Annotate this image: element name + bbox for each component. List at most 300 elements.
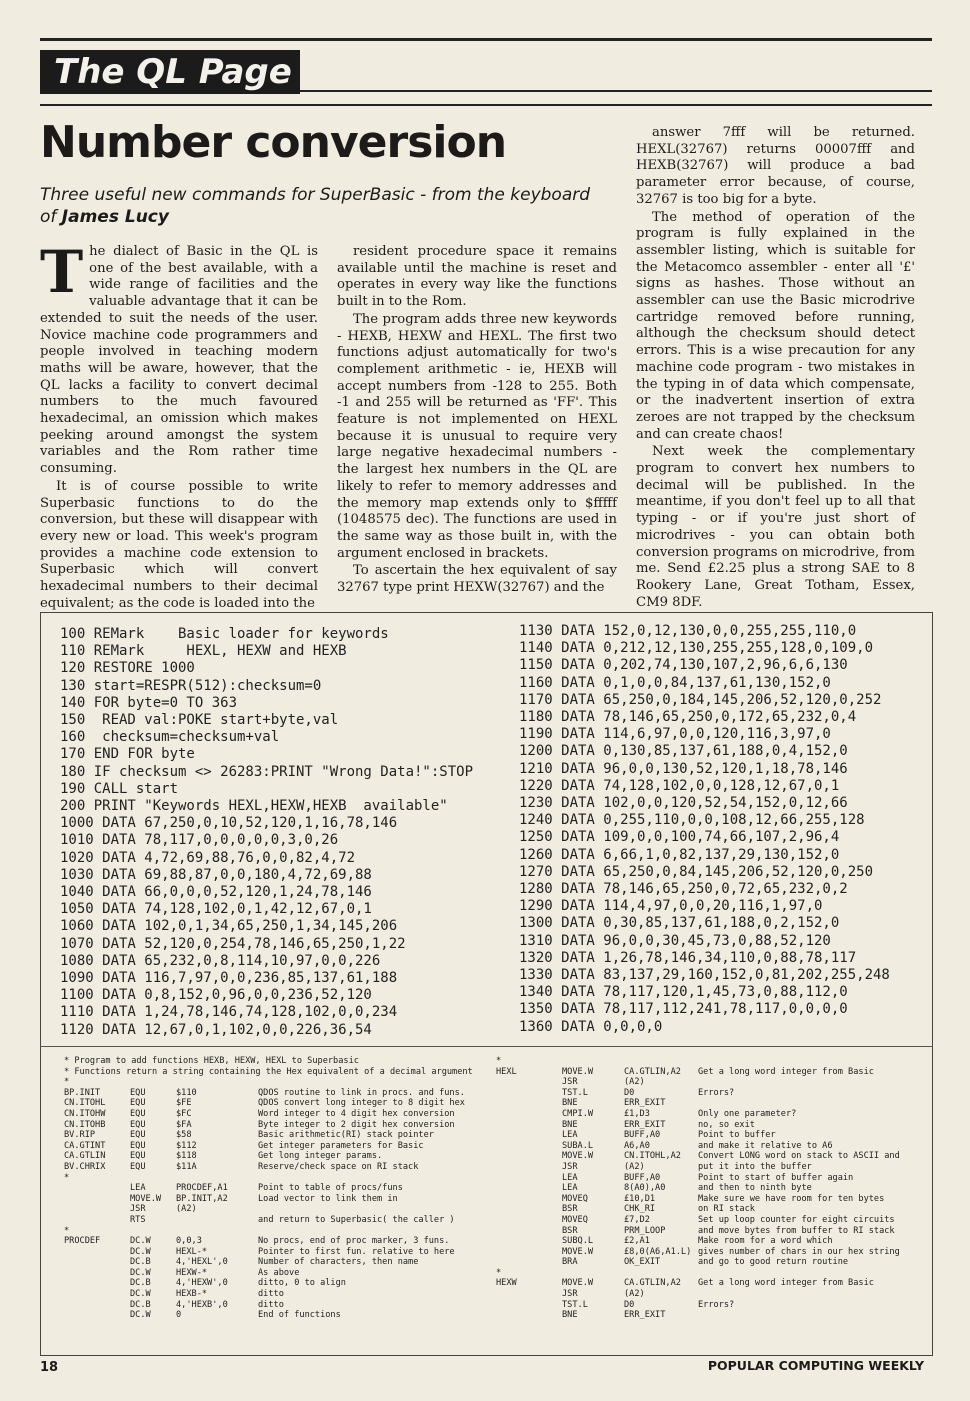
- asm-operand: ERR_EXIT: [624, 1098, 666, 1109]
- asm-operand: OK_EXIT: [624, 1257, 661, 1268]
- asm-opcode: SUBA.L: [562, 1140, 594, 1151]
- asm-line: [496, 1109, 936, 1120]
- asm-comment: Word integer to 4 digit hex conversion: [258, 1108, 455, 1119]
- asm-label: [496, 1300, 562, 1311]
- asm-line: [64, 1226, 514, 1237]
- asm-operand: 4,'HEXW',0: [176, 1278, 228, 1289]
- asm-comment: Set up loop counter for eight circuits: [698, 1214, 895, 1225]
- code-line: 1000 DATA 67,250,0,10,52,120,1,16,78,146: [60, 815, 398, 832]
- asm-opcode: RTS: [130, 1214, 146, 1225]
- asm-label: [496, 1236, 562, 1247]
- asm-operand: BUFF,A0: [624, 1130, 661, 1141]
- asm-opcode: BRA: [562, 1257, 578, 1268]
- asm-comment: Only one parameter?: [698, 1108, 797, 1119]
- asm-label: BV.RIP: [64, 1130, 96, 1141]
- asm-line: [496, 1236, 936, 1247]
- asm-label: CA.GTINT: [64, 1140, 106, 1151]
- code-line: 1120 DATA 12,67,0,1,102,0,0,226,36,54: [60, 1021, 372, 1038]
- code-line: 1170 DATA 65,250,0,184,145,206,52,120,0,252: [519, 691, 882, 708]
- asm-label: [64, 1247, 130, 1258]
- code-line: 1300 DATA 0,30,85,137,61,188,0,2,152,0: [519, 915, 840, 932]
- asm-opcode: MOVE.W: [130, 1193, 162, 1204]
- asm-operand: £8,0(A6,A1.L): [624, 1246, 692, 1257]
- asm-operand: £1,D3: [624, 1108, 650, 1119]
- asm-comment: Number of characters, then name: [258, 1257, 419, 1268]
- asm-label: [496, 1257, 562, 1268]
- asm-operand: BP.INIT,A2: [176, 1193, 228, 1204]
- asm-line: [64, 1204, 514, 1215]
- masthead-rule: [300, 90, 932, 92]
- asm-operand: A6,A0: [624, 1140, 650, 1151]
- asm-label: HEXL: [496, 1066, 517, 1077]
- asm-line: [496, 1247, 936, 1258]
- code-line: 1030 DATA 69,88,87,0,0,180,4,72,69,88: [60, 866, 372, 883]
- code-line: 1180 DATA 78,146,65,250,0,172,65,232,0,4: [519, 709, 857, 726]
- code-line: 180 IF checksum <> 26283:PRINT "Wrong Data!":STOP: [60, 763, 474, 780]
- code-line: 1050 DATA 74,128,102,0,1,42,12,67,0,1: [60, 901, 372, 918]
- article-paragraph: [40, 238, 318, 478]
- article-paragraph: answer 7fff will be returned. HEXL(32767) returns 00007fff and HEXB(32767) will produce a bad parameter error because, of course, 32767 is too big for a byte.: [636, 125, 915, 207]
- article-paragraph: To ascertain the hex equivalent of say 32767 type print HEXW(32767) and the: [337, 563, 617, 596]
- asm-label: [64, 1215, 130, 1226]
- asm-label: [496, 1194, 562, 1205]
- asm-comment: Load vector to link them in: [258, 1193, 398, 1204]
- code-line: 1100 DATA 0,8,152,0,96,0,0,236,52,120: [60, 987, 372, 1004]
- code-line: 140 FOR byte=0 TO 363: [60, 694, 238, 711]
- article-paragraph: It is of course possible to write Superbasic functions to do the conversion, but these will disappear with every new or load. This week's program provides a machine code extension to Superbasic which will convert hexadecimal numbers to their decimal equivalent; as the code is loaded into the: [40, 478, 318, 611]
- asm-line: [496, 1088, 936, 1099]
- asm-line: [496, 1183, 936, 1194]
- asm-label: [496, 1098, 562, 1109]
- code-line: 200 PRINT "Keywords HEXL,HEXW,HEXB available": [60, 798, 448, 815]
- code-line: 170 END FOR byte: [60, 746, 195, 763]
- code-line: 1250 DATA 109,0,0,100,74,66,107,2,96,4: [519, 829, 840, 846]
- asm-opcode: BSR: [562, 1204, 578, 1215]
- standfirst-text: Three useful new commands for SuperBasic - from the keyboard of: [40, 185, 591, 227]
- asm-label: [496, 1183, 562, 1194]
- asm-line: [496, 1300, 936, 1311]
- article-column-3: [636, 125, 915, 612]
- asm-opcode: DC.B: [130, 1257, 151, 1268]
- code-line: 1290 DATA 114,4,97,0,0,20,116,1,97,0: [519, 898, 823, 915]
- asm-label: [496, 1310, 562, 1321]
- asm-opcode: LEA: [562, 1130, 578, 1141]
- asm-comment: [698, 1077, 936, 1088]
- asm-comment: Get long integer params.: [258, 1151, 383, 1162]
- code-line: 100 REMark Basic loader for keywords: [60, 626, 389, 642]
- code-line: 1210 DATA 96,0,0,130,52,120,1,18,78,146: [519, 760, 848, 777]
- asm-opcode: DC.B: [130, 1278, 151, 1289]
- asm-label: [496, 1088, 562, 1099]
- asm-line: [64, 1098, 514, 1109]
- code-line: 1140 DATA 0,212,12,130,255,255,128,0,109,0: [519, 640, 874, 657]
- asm-comment-line: *: [64, 1077, 70, 1088]
- asm-line: [496, 1077, 936, 1088]
- asm-label: [496, 1109, 562, 1120]
- page-number: 18: [40, 1360, 59, 1375]
- asm-label: [64, 1257, 130, 1268]
- asm-comment: As above: [258, 1267, 300, 1278]
- article-paragraph: Next week the complementary program to convert hex numbers to decimal will be published. In the meantime, if you don't feel up to all that typing - or if you're just short of microdrives - you can obtain both conversion programs on microdrive, from me. Send £2.25 plus a strong SAE to 8 Rookery Lane, Great Totham, Essex, CM9 8DF.: [636, 444, 915, 610]
- asm-comment: on RI stack: [698, 1204, 755, 1215]
- asm-operand: (A2): [176, 1204, 197, 1215]
- asm-operand: ERR_EXIT: [624, 1119, 666, 1130]
- article-paragraph: resident procedure space it remains available until the machine is reset and operates in every way like the functions built in to the Rom.: [337, 244, 617, 310]
- code-line: 110 REMark HEXL, HEXW and HEXB: [60, 643, 347, 660]
- code-line: 1060 DATA 102,0,1,34,65,250,1,34,145,206: [60, 918, 398, 935]
- asm-operand: CA.GTLIN,A2: [624, 1278, 681, 1289]
- asm-comment-line: * Functions return a string containing the Hex equivalent of a decimal argument: [64, 1066, 473, 1077]
- asm-line: [64, 1130, 514, 1141]
- asm-label: [496, 1226, 562, 1237]
- asm-label: [64, 1268, 130, 1279]
- asm-label: BP.INIT: [64, 1087, 101, 1098]
- asm-comment: put it into the buffer: [698, 1161, 812, 1172]
- asm-opcode: BNE: [562, 1119, 578, 1130]
- asm-line: [64, 1067, 514, 1078]
- asm-opcode: EQU: [130, 1161, 146, 1172]
- asm-line: [64, 1257, 514, 1268]
- asm-line: [64, 1109, 514, 1120]
- asm-comment: Reserve/check space on RI stack: [258, 1161, 419, 1172]
- asm-line: [64, 1141, 514, 1152]
- asm-operand: CN.ITOHL,A2: [624, 1151, 681, 1162]
- asm-operand: 0: [176, 1310, 182, 1321]
- asm-label: [64, 1300, 130, 1311]
- asm-operand: (A2): [624, 1077, 645, 1088]
- code-line: 1310 DATA 96,0,0,30,45,73,0,88,52,120: [519, 932, 831, 949]
- article-column-1: [40, 238, 318, 613]
- asm-comment: [258, 1204, 512, 1215]
- asm-operand: (A2): [624, 1161, 645, 1172]
- asm-comment-line: *: [64, 1172, 70, 1183]
- asm-comment: [698, 1289, 936, 1300]
- asm-operand: HEXB-*: [176, 1289, 208, 1300]
- asm-opcode: JSR: [130, 1204, 146, 1215]
- asm-opcode: LEA: [562, 1183, 578, 1194]
- asm-opcode: MOVE.W: [562, 1066, 594, 1077]
- asm-comment: gives number of chars in our hex string: [698, 1246, 900, 1257]
- asm-line: [496, 1151, 936, 1162]
- asm-label: PROCDEF: [64, 1236, 101, 1247]
- asm-operand: $118: [176, 1151, 197, 1162]
- magazine-name: POPULAR COMPUTING WEEKLY: [707, 1358, 924, 1373]
- asm-label: [496, 1120, 562, 1131]
- asm-label: [64, 1194, 130, 1205]
- code-line: 1160 DATA 0,1,0,0,84,137,61,130,152,0: [519, 674, 831, 691]
- code-line: 1220 DATA 74,128,102,0,0,128,12,67,0,1: [519, 777, 840, 794]
- asm-opcode: EQU: [130, 1098, 146, 1109]
- code-line: 1070 DATA 52,120,0,254,78,146,65,250,1,22: [60, 935, 406, 952]
- code-line: 1150 DATA 0,202,74,130,107,2,96,6,6,130: [519, 657, 848, 674]
- asm-label: [496, 1173, 562, 1184]
- asm-comment: ditto: [258, 1289, 284, 1300]
- asm-operand: 0,0,3: [176, 1236, 202, 1247]
- code-line: 1190 DATA 114,6,97,0,0,120,116,3,97,0: [519, 726, 831, 743]
- asm-opcode: EQU: [130, 1119, 146, 1130]
- listing-divider: [40, 1046, 933, 1047]
- headline-rule: [40, 104, 932, 106]
- asm-comment-line: *: [496, 1056, 502, 1066]
- asm-opcode: LEA: [130, 1183, 146, 1194]
- asm-line: [496, 1141, 936, 1152]
- asm-comment-line: * Program to add functions HEXB, HEXW, HEXL to Superbasic: [64, 1056, 359, 1066]
- asm-comment: and then to ninth byte: [698, 1183, 812, 1194]
- asm-opcode: MOVEQ: [562, 1193, 588, 1204]
- asm-opcode: DC.W: [130, 1236, 151, 1247]
- asm-comment-line: *: [496, 1267, 502, 1278]
- asm-line: [496, 1257, 936, 1268]
- asm-opcode: BNE: [562, 1098, 578, 1109]
- asm-comment: End of functions: [258, 1310, 341, 1321]
- code-line: 1280 DATA 78,146,65,250,0,72,65,232,0,2: [519, 881, 848, 898]
- code-line: 190 CALL start: [60, 780, 179, 797]
- asm-comment: ditto: [258, 1299, 284, 1310]
- asm-opcode: SUBQ.L: [562, 1236, 594, 1247]
- asm-opcode: TST.L: [562, 1299, 588, 1310]
- asm-label: CN.ITOHL: [64, 1098, 106, 1109]
- assembler-listing-left: [64, 1056, 514, 1321]
- asm-line: [64, 1236, 514, 1247]
- asm-opcode: CMPI.W: [562, 1108, 594, 1119]
- asm-line: [64, 1056, 514, 1067]
- code-line: 120 RESTORE 1000: [60, 660, 195, 677]
- asm-label: HEXW: [496, 1278, 517, 1289]
- asm-opcode: JSR: [562, 1077, 578, 1088]
- asm-line: [496, 1204, 936, 1215]
- asm-comment: Basic arithmetic(RI) stack pointer: [258, 1130, 434, 1141]
- asm-line: [64, 1077, 514, 1088]
- asm-label: [64, 1289, 130, 1300]
- asm-opcode: JSR: [562, 1289, 578, 1300]
- code-line: 1240 DATA 0,255,110,0,0,108,12,66,255,128: [519, 812, 865, 829]
- asm-operand: (A2): [624, 1289, 645, 1300]
- code-line: 1320 DATA 1,26,78,146,34,110,0,88,78,117: [519, 949, 857, 966]
- asm-label: [496, 1077, 562, 1088]
- asm-line: [496, 1173, 936, 1184]
- asm-label: [496, 1289, 562, 1300]
- asm-comment: Make sure we have room for ten bytes: [698, 1193, 885, 1204]
- asm-comment: [698, 1098, 936, 1109]
- asm-operand: PROCDEF,A1: [176, 1183, 228, 1194]
- asm-operand: ERR_EXIT: [624, 1310, 666, 1321]
- asm-comment-line: *: [64, 1225, 70, 1236]
- asm-comment: Get integer parameters for Basic: [258, 1140, 424, 1151]
- asm-operand: $112: [176, 1140, 197, 1151]
- asm-line: [64, 1300, 514, 1311]
- asm-opcode: EQU: [130, 1087, 146, 1098]
- asm-line: [496, 1194, 936, 1205]
- asm-opcode: EQU: [130, 1151, 146, 1162]
- code-line: 1200 DATA 0,130,85,137,61,188,0,4,152,0: [519, 743, 848, 760]
- asm-opcode: JSR: [562, 1161, 578, 1172]
- code-line: 1130 DATA 152,0,12,130,0,0,255,255,110,0: [519, 623, 857, 639]
- asm-comment: and move bytes from buffer to RI stack: [698, 1225, 895, 1236]
- asm-label: [496, 1215, 562, 1226]
- asm-comment: Errors?: [698, 1299, 735, 1310]
- code-line: 160 checksum=checksum+val: [60, 729, 280, 746]
- asm-operand: CA.GTLIN,A2: [624, 1066, 681, 1077]
- asm-comment: Point to buffer: [698, 1130, 776, 1141]
- asm-comment: Make room for a word which: [698, 1236, 833, 1247]
- headline: Number conversion: [40, 117, 507, 168]
- asm-comment: and go to good return routine: [698, 1257, 849, 1268]
- asm-comment: Byte integer to 2 digit hex conversion: [258, 1119, 455, 1130]
- asm-operand: $58: [176, 1130, 192, 1141]
- asm-line: [64, 1162, 514, 1173]
- asm-operand: PRM_LOOP: [624, 1225, 666, 1236]
- asm-opcode: MOVE.W: [562, 1151, 594, 1162]
- asm-opcode: DC.W: [130, 1267, 151, 1278]
- code-line: 1360 DATA 0,0,0,0: [519, 1018, 663, 1035]
- asm-operand: D0: [624, 1299, 635, 1310]
- asm-line: [64, 1088, 514, 1099]
- code-line: 1110 DATA 1,24,78,146,74,128,102,0,0,234: [60, 1004, 398, 1021]
- asm-label: [496, 1162, 562, 1173]
- asm-line: [64, 1194, 514, 1205]
- asm-line: [64, 1120, 514, 1131]
- asm-line: [64, 1183, 514, 1194]
- code-line: 1080 DATA 65,232,0,8,114,10,97,0,0,226: [60, 952, 381, 969]
- asm-label: [64, 1204, 130, 1215]
- drop-cap: T: [40, 238, 84, 306]
- asm-label: CA.GTLIN: [64, 1151, 106, 1162]
- article-column-2: [337, 244, 617, 598]
- asm-comment: No procs, end of proc marker, 3 funs.: [258, 1236, 450, 1247]
- asm-label: [496, 1130, 562, 1141]
- standfirst: [40, 184, 600, 228]
- asm-line: [64, 1289, 514, 1300]
- asm-line: [496, 1162, 936, 1173]
- asm-comment: QDOS routine to link in procs. and funs.: [258, 1087, 465, 1098]
- asm-opcode: BSR: [562, 1225, 578, 1236]
- asm-line: [496, 1289, 936, 1300]
- asm-label: [496, 1151, 562, 1162]
- code-line: 1270 DATA 65,250,0,84,145,206,52,120,0,250: [519, 863, 874, 880]
- asm-opcode: DC.W: [130, 1246, 151, 1257]
- asm-label: CN.ITOHB: [64, 1119, 106, 1130]
- asm-line: [496, 1268, 936, 1279]
- assembler-listing-right: [496, 1056, 936, 1321]
- code-line: 1330 DATA 83,137,29,160,152,0,81,202,255,248: [519, 967, 890, 984]
- author-name: James Lucy: [61, 207, 169, 227]
- asm-line: [496, 1120, 936, 1131]
- asm-operand: CHK_RI: [624, 1204, 656, 1215]
- asm-line: [496, 1098, 936, 1109]
- basic-loader-listing: [60, 626, 473, 1039]
- asm-operand: $11A: [176, 1161, 197, 1172]
- asm-opcode: EQU: [130, 1140, 146, 1151]
- section-masthead: The QL Page: [40, 50, 300, 94]
- asm-operand: 4,'HEXL',0: [176, 1257, 228, 1268]
- code-line: 150 READ val:POKE start+byte,val: [60, 712, 339, 729]
- asm-opcode: BNE: [562, 1310, 578, 1321]
- code-line: 1090 DATA 116,7,97,0,0,236,85,137,61,188: [60, 970, 398, 987]
- code-line: 130 start=RESPR(512):checksum=0: [60, 677, 322, 694]
- asm-operand: £2,A1: [624, 1236, 650, 1247]
- asm-operand: £7,D2: [624, 1214, 650, 1225]
- asm-opcode: DC.B: [130, 1299, 151, 1310]
- asm-operand: 4,'HEXB',0: [176, 1299, 228, 1310]
- asm-comment: and make it relative to A6: [698, 1140, 833, 1151]
- code-line: 1340 DATA 78,117,120,1,45,73,0,88,112,0: [519, 984, 848, 1001]
- code-line: 1350 DATA 78,117,112,241,78,117,0,0,0,0: [519, 1001, 848, 1018]
- asm-operand: $110: [176, 1087, 197, 1098]
- asm-line: [64, 1247, 514, 1258]
- asm-operand: £10,D1: [624, 1193, 656, 1204]
- top-rule: [40, 38, 932, 41]
- asm-opcode: EQU: [130, 1130, 146, 1141]
- asm-operand: HEXW-*: [176, 1267, 208, 1278]
- asm-line: [64, 1215, 514, 1226]
- asm-comment: Point to start of buffer again: [698, 1172, 854, 1183]
- code-line: 1020 DATA 4,72,69,88,76,0,0,82,4,72: [60, 849, 356, 866]
- asm-line: [496, 1067, 936, 1078]
- asm-comment: Pointer to first fun. relative to here: [258, 1246, 455, 1257]
- asm-line: [64, 1173, 514, 1184]
- asm-line: [496, 1215, 936, 1226]
- asm-opcode: LEA: [562, 1172, 578, 1183]
- article-paragraph-text: he dialect of Basic in the QL is one of the best available, with a wide range of facilities and the valuable advantage that it can be extended to suit the needs of the user. Novice machine code programmers and people involved in teaching modern maths will be aware, however, that the QL lacks a facility to convert decimal numbers to the much favoured hexadecimal, an omission which makes peeking around amongst the system variables and the Rom rather time consuming.: [40, 244, 318, 477]
- asm-operand: $FE: [176, 1098, 192, 1109]
- asm-label: [64, 1183, 130, 1194]
- asm-label: CN.ITOHW: [64, 1108, 106, 1119]
- asm-label: [64, 1310, 130, 1321]
- asm-comment: no, so exit: [698, 1119, 755, 1130]
- asm-operand: BUFF,A0: [624, 1172, 661, 1183]
- asm-opcode: DC.W: [130, 1310, 151, 1321]
- asm-opcode: TST.L: [562, 1087, 588, 1098]
- asm-label: [496, 1141, 562, 1152]
- article-paragraph: The program adds three new keywords - HEXB, HEXW and HEXL. The first two functions adjust automatically for two's complement arithmetic - ie, HEXB will accept numbers from -128 to 255. Both -1 and 255 will be returned as 'FF'. This feature is not implemented on HEXL because it is unusual to require very large negative hexadecimal numbers - the largest hex numbers in the QL are likely to refer to memory addresses and the memory map extends only to $fffff (1048575 dec). The functions are used in the same way as those built in, with the argument enclosed in brackets.: [337, 311, 617, 561]
- asm-line: [64, 1268, 514, 1279]
- code-line: 1040 DATA 66,0,0,0,52,120,1,24,78,146: [60, 884, 372, 901]
- asm-opcode: MOVEQ: [562, 1214, 588, 1225]
- asm-comment: QDOS convert long integer to 8 digit hex: [258, 1098, 465, 1109]
- asm-operand: $FA: [176, 1119, 192, 1130]
- article-paragraph: The method of operation of the program is fully explained in the assembler listing, which is suitable for the Metacomco assembler - enter all '£' signs as hashes. Those without an assembler can use the Basic microdrive cartridge removed before running, although the checksum should detect errors. This is a wise precaution for any machine code program - two mistakes in the typing in of data which compensate, or the inadvertent insertion of extra zeroes are not trapped by the checksum and can create chaos!: [636, 209, 915, 442]
- asm-comment: Get a long word integer from Basic: [698, 1278, 874, 1289]
- asm-line: [496, 1226, 936, 1237]
- asm-line: [496, 1056, 936, 1067]
- asm-operand: D0: [624, 1087, 635, 1098]
- asm-operand: HEXL-*: [176, 1246, 208, 1257]
- asm-line: [64, 1310, 514, 1321]
- asm-opcode: EQU: [130, 1108, 146, 1119]
- asm-label: BV.CHRIX: [64, 1161, 106, 1172]
- asm-operand: [176, 1215, 258, 1226]
- asm-line: [496, 1278, 936, 1289]
- asm-comment: Convert LONG word on stack to ASCII and: [698, 1151, 900, 1162]
- asm-operand: 8(A0),A0: [624, 1183, 666, 1194]
- asm-line: [496, 1310, 936, 1321]
- code-line: 1010 DATA 78,117,0,0,0,0,0,3,0,26: [60, 832, 339, 849]
- asm-line: [64, 1278, 514, 1289]
- asm-comment: Get a long word integer from Basic: [698, 1066, 874, 1077]
- asm-comment: Point to table of procs/funs: [258, 1183, 403, 1194]
- asm-line: [496, 1130, 936, 1141]
- asm-opcode: DC.W: [130, 1289, 151, 1300]
- asm-label: [496, 1247, 562, 1258]
- asm-comment: Errors?: [698, 1087, 735, 1098]
- asm-label: [496, 1204, 562, 1215]
- code-line: 1230 DATA 102,0,0,120,52,54,152,0,12,66: [519, 795, 848, 812]
- asm-opcode: MOVE.W: [562, 1246, 594, 1257]
- asm-operand: $FC: [176, 1108, 192, 1119]
- asm-comment: and return to Superbasic( the caller ): [258, 1214, 455, 1225]
- asm-line: [64, 1151, 514, 1162]
- asm-comment: ditto, 0 to align: [258, 1278, 346, 1289]
